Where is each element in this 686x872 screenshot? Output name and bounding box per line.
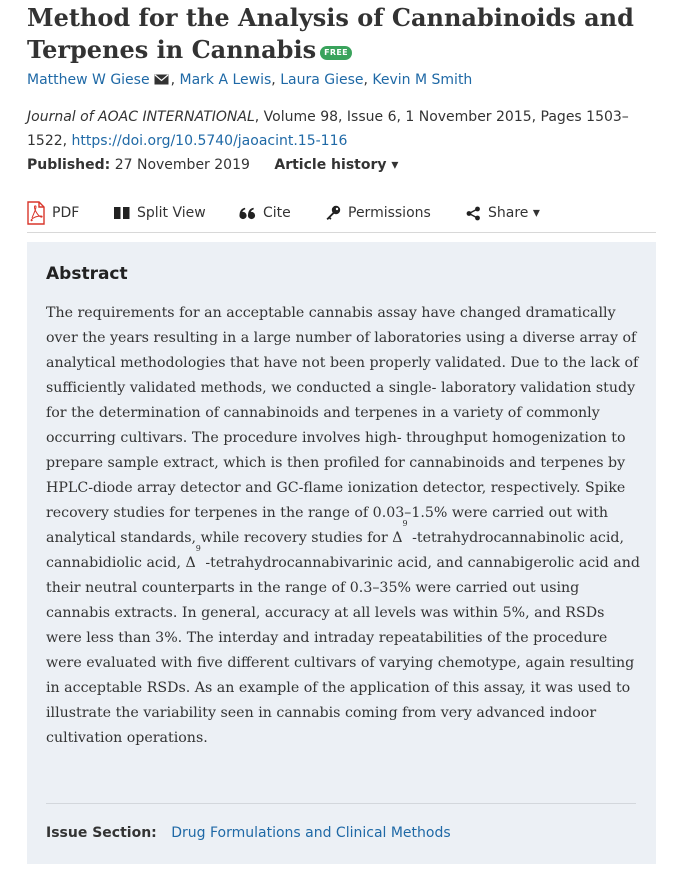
- article-toolbar: [27, 198, 656, 233]
- article-history-toggle[interactable]: Article history ▾: [274, 157, 399, 173]
- split-view-label: Split View: [137, 205, 206, 221]
- issue-section: [46, 823, 451, 843]
- article-title-text: Method for the Analysis of Cannabinoids and Terpenes in Cannabis: [27, 3, 634, 64]
- pdf-icon: [27, 201, 45, 225]
- abstract-text-part: The requirements for an acceptable cannabis assay have changed dramatically over the years resulting in a large number of laboratories using a diverse array of analytical methodologies that have not been properly validated. Due to the lack of sufficiently validated methods, we conducted a single- laboratory validation study for the determination of cannabinoids and terpenes in a variety of commonly occurring cultivars. The procedure involves high- throughput homogenization to prepare sample extract, which is then profiled for cannabinoids and terpenes by HPLC-diode array detector and GC-flame ionization detector, respectively. Spike recovery studies for terpenes in the range of 0.03–1.5% were carried out with analytical standards, while recovery studies for: [46, 305, 639, 546]
- key-icon: [325, 205, 341, 221]
- envelope-icon[interactable]: [154, 74, 169, 85]
- abstract-heading: Abstract: [46, 264, 128, 284]
- author-separator: ,: [363, 72, 368, 88]
- pdf-button[interactable]: [27, 200, 79, 226]
- abstract-text-part: -tetrahydrocannabivarinic acid, and cannabigerolic acid and their neutral counterparts in the range of 0.3–35% were carried out using cannabis extracts. In general, accuracy at all levels was within 5%, and RSDs were less than 3%. The interday and intraday repeatabilities of the procedure were evaluated with five different cultivars of varying chemotype, again resulting in acceptable RSDs. As an example of the application of this assay, it was used to illustrate the variability seen in cannabis coming from very advanced indoor cultivation operations.: [46, 555, 640, 746]
- published-label: Published:: [27, 157, 111, 173]
- superscript: 9: [195, 544, 201, 553]
- doi-link[interactable]: https://doi.org/10.5740/jaoacint.15-116: [71, 133, 348, 149]
- citation-line: [27, 105, 667, 153]
- issue-section-link[interactable]: Drug Formulations and Clinical Methods: [171, 825, 451, 841]
- cite-button[interactable]: [239, 200, 291, 226]
- author-list: [27, 70, 472, 90]
- share-dropdown[interactable]: [466, 200, 540, 226]
- pdf-label: PDF: [52, 205, 80, 221]
- cite-label: Cite: [263, 205, 291, 221]
- share-icon: [466, 206, 481, 221]
- split-view-icon: [114, 206, 130, 220]
- author-separator: ,: [271, 72, 276, 88]
- author-link[interactable]: Kevin M Smith: [372, 72, 473, 88]
- superscript: 9: [402, 519, 408, 528]
- share-label: Share ▾: [488, 205, 540, 221]
- author-link[interactable]: Laura Giese: [280, 72, 364, 88]
- issue-section-label: Issue Section:: [46, 825, 157, 841]
- journal-name: Journal of AOAC INTERNATIONAL: [27, 109, 255, 125]
- delta-symbol: Δ: [392, 530, 403, 546]
- permissions-button[interactable]: [325, 200, 431, 226]
- section-divider: [46, 803, 636, 804]
- article-title: [27, 2, 647, 66]
- published-date: 27 November 2019: [114, 157, 250, 173]
- publication-info: [27, 155, 398, 175]
- delta-symbol: Δ: [185, 555, 196, 571]
- split-view-button[interactable]: [114, 200, 206, 226]
- author-link[interactable]: Mark A Lewis: [179, 72, 272, 88]
- quote-icon: [239, 207, 256, 220]
- abstract-section: [27, 242, 656, 864]
- abstract-text-part: -tetrahydrocannabinolic acid, cannabidiolic acid,: [46, 530, 624, 571]
- abstract-text: [46, 301, 641, 751]
- free-access-badge: FREE: [320, 46, 352, 60]
- author-link[interactable]: Matthew W Giese: [27, 72, 150, 88]
- permissions-label: Permissions: [348, 205, 431, 221]
- author-separator: ,: [170, 72, 176, 88]
- citation-details: , Volume 98, Issue 6, 1 November 2015, Pages 1503–1522,: [27, 109, 629, 149]
